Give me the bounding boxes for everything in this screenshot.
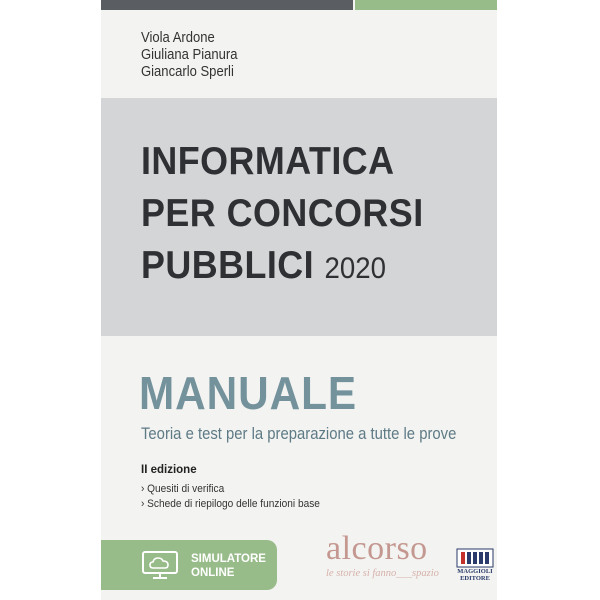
publisher-name bbox=[455, 568, 495, 582]
maggioli-mark-icon bbox=[455, 548, 495, 568]
title-year: 2020 bbox=[324, 252, 386, 285]
top-bar-dark bbox=[101, 0, 353, 10]
publisher-name-line1: MAGGIOLI bbox=[457, 568, 493, 575]
subtitle: Teoria e test per la preparazione a tutte le prove bbox=[141, 425, 457, 443]
simulator-label-line1: SIMULATORE bbox=[191, 553, 266, 565]
maggioli-logo bbox=[455, 548, 495, 582]
alcorso-tagline: le storie si fanno___spazio bbox=[326, 568, 439, 579]
feature-item: › Schede di riepilogo delle funzioni base bbox=[141, 498, 320, 510]
publisher-name-line2: EDITORE bbox=[460, 575, 490, 582]
author-name: Giuliana Pianura bbox=[141, 47, 238, 63]
top-bar-green bbox=[355, 0, 497, 10]
title-line-3 bbox=[141, 244, 386, 288]
title-line-1: INFORMATICA bbox=[141, 140, 395, 183]
author-name: Viola Ardone bbox=[141, 30, 215, 46]
feature-list bbox=[141, 482, 335, 512]
title-block bbox=[101, 98, 497, 336]
manuale-heading: MANUALE bbox=[139, 367, 358, 419]
simulator-label bbox=[191, 552, 266, 580]
simulator-badge bbox=[101, 540, 277, 590]
title-line-2: PER CONCORSI bbox=[141, 192, 424, 235]
monitor-cloud-icon bbox=[141, 550, 179, 585]
simulator-label-line2: ONLINE bbox=[191, 567, 235, 579]
author-name: Giancarlo Sperli bbox=[141, 64, 234, 80]
title-line-3-text: PUBBLICI bbox=[141, 244, 315, 287]
feature-item: › Quesiti di verifica bbox=[141, 483, 225, 495]
author-list bbox=[141, 30, 248, 81]
alcorso-logo: alcorso bbox=[326, 530, 428, 567]
book-cover bbox=[101, 0, 497, 600]
edition-label: II edizione bbox=[141, 464, 197, 476]
